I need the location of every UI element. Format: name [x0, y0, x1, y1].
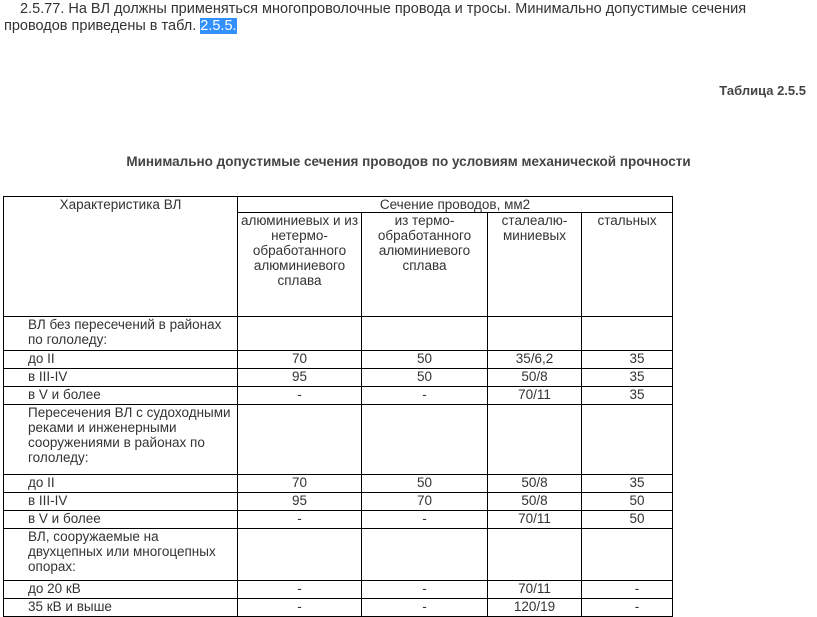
- table-row: [4, 599, 673, 617]
- row-label: в III-IV: [4, 369, 238, 387]
- header-thermo: из термо-обработанного алюминиевого сплава: [362, 213, 488, 317]
- cell-steel: 35: [582, 475, 673, 493]
- empty-cell: [238, 529, 362, 581]
- empty-cell: [362, 529, 488, 581]
- header-section-group: Сечение проводов, мм2: [238, 197, 673, 213]
- cell-thermo: 70: [362, 493, 488, 511]
- table-row: [4, 351, 673, 369]
- cell-steel-aluminum: 50/8: [488, 493, 582, 511]
- row-label: до 20 кВ: [4, 581, 238, 599]
- cell-thermo: 50: [362, 369, 488, 387]
- empty-cell: [582, 405, 673, 475]
- row-label: в V и более: [4, 511, 238, 529]
- empty-cell: [362, 317, 488, 351]
- cell-steel: 35: [582, 387, 673, 405]
- cell-aluminum: -: [238, 581, 362, 599]
- table-row: [4, 581, 673, 599]
- cell-aluminum: 95: [238, 369, 362, 387]
- table-group-row: [4, 405, 673, 475]
- header-characteristic: Характеристика ВЛ: [4, 197, 238, 317]
- empty-cell: [582, 529, 673, 581]
- table-row: [4, 493, 673, 511]
- cell-thermo: -: [362, 581, 488, 599]
- row-label: до II: [4, 475, 238, 493]
- table-title: Минимально допустимые сечения проводов по условиям механической прочности: [126, 154, 691, 169]
- cell-steel: -: [582, 581, 673, 599]
- row-label: до II: [4, 351, 238, 369]
- cell-aluminum: -: [238, 599, 362, 617]
- cell-steel: 35: [582, 351, 673, 369]
- row-label: 35 кВ и выше: [4, 599, 238, 617]
- cell-thermo: -: [362, 511, 488, 529]
- group-label: ВЛ без пересечений в районах по гололеду:: [4, 317, 238, 351]
- empty-cell: [488, 529, 582, 581]
- table-row: [4, 369, 673, 387]
- cell-steel-aluminum: 50/8: [488, 369, 582, 387]
- cell-thermo: -: [362, 387, 488, 405]
- empty-cell: [238, 405, 362, 475]
- cell-steel-aluminum: 50/8: [488, 475, 582, 493]
- empty-cell: [488, 317, 582, 351]
- header-steel: стальных: [582, 213, 673, 317]
- cell-aluminum: -: [238, 387, 362, 405]
- intro-text: 2.5.77. На ВЛ должны применяться многопроволочные провода и тросы. Минимально допустимые сечения проводов приведены в табл.: [4, 1, 747, 34]
- empty-cell: [238, 317, 362, 351]
- header-steel-aluminum: сталеалю-миниевых: [488, 213, 582, 317]
- empty-cell: [362, 405, 488, 475]
- cell-steel: -: [582, 599, 673, 617]
- intro-paragraph: [4, 1, 812, 35]
- wire-section-table: [3, 196, 673, 617]
- group-label: ВЛ, сооружаемые на двухцепных или многоцепных опорах:: [4, 529, 238, 581]
- header-row-1: [4, 197, 673, 213]
- table-group-row: [4, 317, 673, 351]
- row-label: в V и более: [4, 387, 238, 405]
- cell-thermo: -: [362, 599, 488, 617]
- table-number: Таблица 2.5.5: [719, 83, 806, 98]
- cell-steel: 50: [582, 493, 673, 511]
- cell-aluminum: 70: [238, 475, 362, 493]
- empty-cell: [582, 317, 673, 351]
- table-reference-link[interactable]: 2.5.5.: [200, 18, 237, 34]
- cell-steel-aluminum: 70/11: [488, 387, 582, 405]
- cell-aluminum: -: [238, 511, 362, 529]
- cell-steel-aluminum: 70/11: [488, 581, 582, 599]
- cell-aluminum: 70: [238, 351, 362, 369]
- cell-aluminum: 95: [238, 493, 362, 511]
- empty-cell: [488, 405, 582, 475]
- table-row: [4, 387, 673, 405]
- cell-thermo: 50: [362, 351, 488, 369]
- cell-thermo: 50: [362, 475, 488, 493]
- cell-steel: 50: [582, 511, 673, 529]
- table-row: [4, 475, 673, 493]
- group-label: Пересечения ВЛ с судоходными реками и инженерными сооружениями в районах по гололеду:: [4, 405, 238, 475]
- cell-steel-aluminum: 120/19: [488, 599, 582, 617]
- row-label: в III-IV: [4, 493, 238, 511]
- table-row: [4, 511, 673, 529]
- cell-steel-aluminum: 35/6,2: [488, 351, 582, 369]
- cell-steel: 35: [582, 369, 673, 387]
- table-group-row: [4, 529, 673, 581]
- header-aluminum: алюминиевых и из нетермо-обработанного алюминиевого сплава: [238, 213, 362, 317]
- cell-steel-aluminum: 70/11: [488, 511, 582, 529]
